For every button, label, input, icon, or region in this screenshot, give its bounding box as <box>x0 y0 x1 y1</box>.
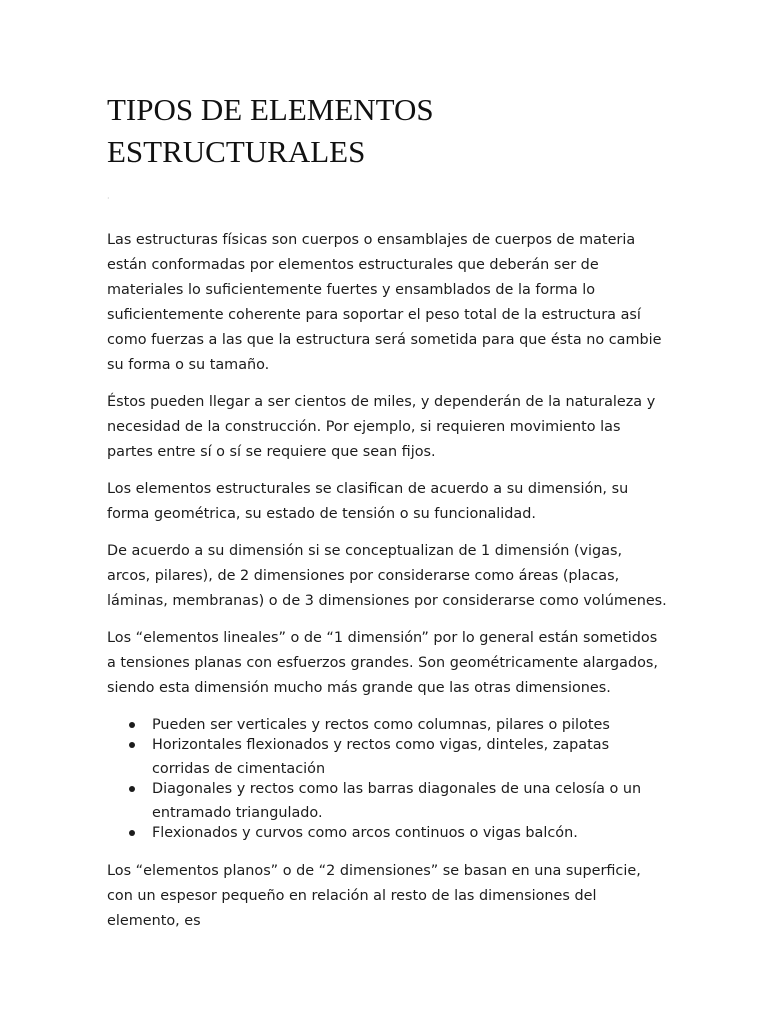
closing-paragraph: Los “elementos planos” o de “2 dimensiones” se basan en una superficie, con un espesor pequeño en relación al resto de las dimensiones del elemento, es <box>107 863 641 929</box>
title-line-1: TIPOS DE ELEMENTOS <box>107 92 434 127</box>
bullet-icon <box>129 830 135 836</box>
separator-mark: · <box>107 194 110 203</box>
document-title <box>107 89 667 173</box>
list-item-text: Flexionados y curvos como arcos continuos o vigas balcón. <box>152 825 578 841</box>
paragraph: De acuerdo a su dimensión si se conceptualizan de 1 dimensión (vigas, arcos, pilares), de 2 dimensiones por considerarse como áreas (placas, láminas, membranas) o de 3 dimensiones por considerarse como volúmenes. <box>107 543 667 609</box>
bullet-icon <box>129 742 135 748</box>
document-body <box>107 228 667 946</box>
title-line-2: ESTRUCTURALES <box>107 134 366 169</box>
bullet-list <box>107 713 667 845</box>
list-item-text: Diagonales y rectos como las barras diagonales de una celosía o un entramado triangulado. <box>152 781 642 821</box>
bullet-icon <box>129 786 135 792</box>
paragraph: Los elementos estructurales se clasifican de acuerdo a su dimensión, su forma geométrica, su estado de tensión o su funcionalidad. <box>107 481 629 522</box>
paragraph: Las estructuras físicas son cuerpos o ensamblajes de cuerpos de materia están conformadas por elementos estructurales que deberán ser de materiales lo suficientemente fuertes y ensamblados de la forma lo suficientemente coherente para soportar el peso total de la estructura así como fuerzas a las que la estructura será sometida para que ésta no cambie su forma o su tamaño. <box>107 232 662 373</box>
list-item <box>107 733 667 781</box>
bullet-icon <box>129 722 135 728</box>
paragraph: Éstos pueden llegar a ser cientos de miles, y dependerán de la naturaleza y necesidad de la construcción. Por ejemplo, si requieren movimiento las partes entre sí o sí se requiere que sean fijos. <box>107 394 656 460</box>
paragraph: Los “elementos lineales” o de “1 dimensión” por lo general están sometidos a tensiones planas con esfuerzos grandes. Son geométricamente alargados, siendo esta dimensión mucho más grande que las otras dimensiones. <box>107 630 659 696</box>
list-item <box>107 821 667 845</box>
list-item <box>107 777 667 825</box>
list-item-text: Pueden ser verticales y rectos como columnas, pilares o pilotes <box>152 717 610 733</box>
list-item-text: Horizontales flexionados y rectos como vigas, dinteles, zapatas corridas de cimentación <box>152 737 610 777</box>
